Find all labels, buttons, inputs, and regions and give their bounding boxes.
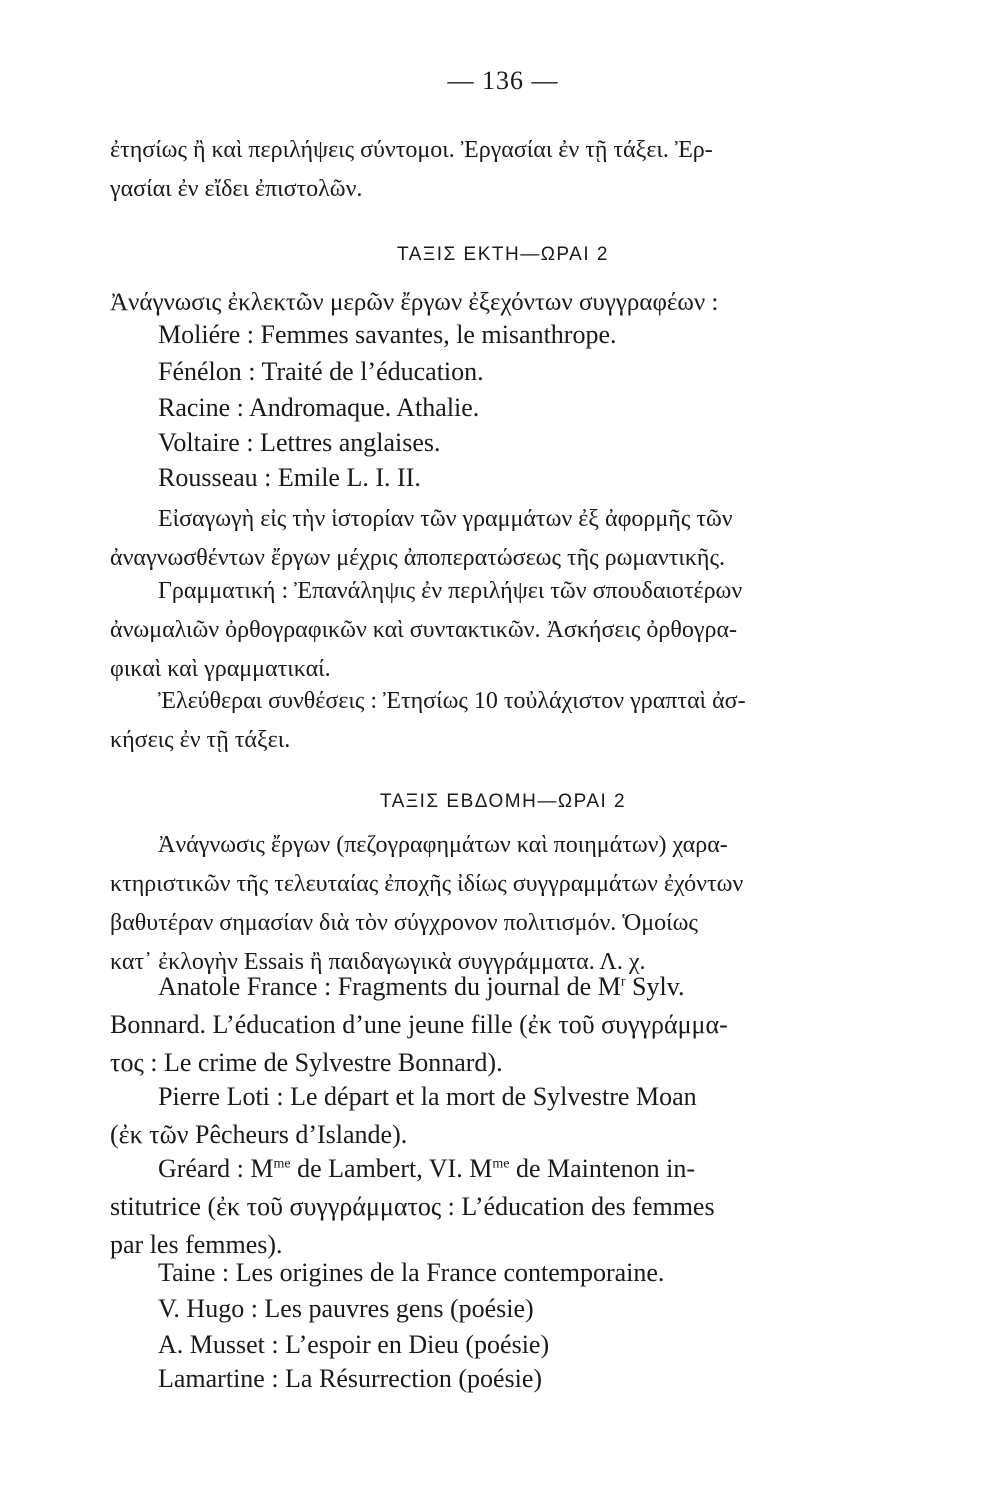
entry-lamartine: Lamartine : La Résurrection (poésie) <box>158 1364 543 1393</box>
text-line: Bonnard. L’éducation d’une jeune fille (ἐκ τοῦ συγγράμμα- <box>110 1010 728 1039</box>
author-entry-voltaire: Voltaire : Lettres anglaises. <box>158 428 441 457</box>
text-line: φικαὶ καὶ γραμματικαί. <box>110 656 331 682</box>
section-7-heading: ΤΑΞΙΣ ΕΒΔΟΜΗ—ΩΡΑΙ 2 <box>379 791 627 812</box>
text-line: ἀνωμαλιῶν ὀρθογραφικῶν καὶ συντακτικῶν. Ἀσκήσεις ὀρθογρα- <box>110 617 738 643</box>
text-line: κήσεις ἐν τῇ τάξει. <box>110 727 291 753</box>
text-line: (ἐκ τῶν Pêcheurs d’Islande). <box>110 1120 408 1149</box>
history-paragraph <box>110 500 900 578</box>
entry-anatole-france <box>110 968 900 1082</box>
entry-taine: Taine : Les origines de la France contemporaine. <box>158 1258 665 1287</box>
text-line: par les femmes). <box>110 1230 283 1259</box>
entry-musset: A. Musset : L’espoir en Dieu (poésie) <box>158 1330 550 1359</box>
text-line: Εἰσαγωγὴ εἰς τὴν ἱστορίαν τῶν γραμμάτων ἐξ ἀφορμῆς τῶν <box>158 506 733 532</box>
text-line: Gréard : $M^{me}$ de Lambert, VI. $M^{me}$ de Maintenon in- <box>158 1154 696 1183</box>
intro-paragraph <box>110 131 900 209</box>
text-line: κτηριστικῶν τῆς τελευταίας ἐποχῆς ἰδίως συγγραμμάτων ἐχόντων <box>110 871 744 897</box>
text-line: Anatole France : Fragments du journal de $M^r$ Sylv. <box>158 972 685 1001</box>
author-entry-fenelon: Fénélon : Traité de l’éducation. <box>158 357 484 386</box>
text-line: ἀναγνωσθέντων ἔργων μέχρις ἀποπερατώσεως τῆς ρωμαντικῆς. <box>110 545 725 571</box>
author-entry-moliere: Moliére : Femmes savantes, le misanthrope. <box>158 320 617 349</box>
author-entry-racine: Racine : Andromaque. Athalie. <box>158 393 480 422</box>
text-line: stitutrice (ἐκ τοῦ συγγράμματος : L’éducation des femmes <box>110 1192 715 1221</box>
section-6-heading: ΤΑΞΙΣ ΕΚΤΗ—ΩΡΑΙ 2 <box>397 244 609 265</box>
text-line: γασίαι ἐν εἴδει ἐπιστολῶν. <box>110 176 363 202</box>
text-line: Ἀνάγνωσις ἔργων (πεζογραφημάτων καὶ ποιημάτων) χαρα- <box>158 832 728 858</box>
text-line: τος : Le crime de Sylvestre Bonnard). <box>110 1048 503 1077</box>
entry-hugo: V. Hugo : Les pauvres gens (poésie) <box>158 1294 534 1323</box>
compositions-paragraph <box>110 682 900 760</box>
text-line: Ἀνάγνωσις ἐκλεκτῶν μερῶν ἔργων ἐξεχόντων συγγραφέων : <box>110 289 719 316</box>
text-line: ἐτησίως ἢ καὶ περιλήψεις σύντομοι. Ἐργασίαι ἐν τῇ τάξει. Ἐρ- <box>110 137 713 163</box>
text-line: Γραμματική : Ἐπανάληψις ἐν περιλήψει τῶν σπουδαιοτέρων <box>158 578 743 604</box>
text-line: Pierre Loti : Le départ et la mort de Sylvestre Moan <box>158 1082 697 1111</box>
entry-greard <box>110 1150 900 1264</box>
page-number: — 136 — <box>447 66 559 95</box>
author-entry-rousseau: Rousseau : Emile L. I. II. <box>158 463 421 492</box>
grammar-paragraph <box>110 572 900 689</box>
section-7-reading-paragraph <box>110 826 900 982</box>
entry-pierre-loti <box>110 1078 900 1154</box>
section-6-reading-intro <box>110 283 900 322</box>
text-line: βαθυτέραν σημασίαν διὰ τὸν σύγχρονον πολιτισμόν. Ὁμοίως <box>110 910 698 936</box>
text-line: Ἐλεύθεραι συνθέσεις : Ἐτησίως 10 τοὐλάχιστον γραπταὶ ἀσ- <box>158 688 746 714</box>
text-line: κατ᾽ ἐκλογὴν Essais ἢ παιδαγωγικὰ συγγράμματα. Λ. χ. <box>110 949 646 975</box>
